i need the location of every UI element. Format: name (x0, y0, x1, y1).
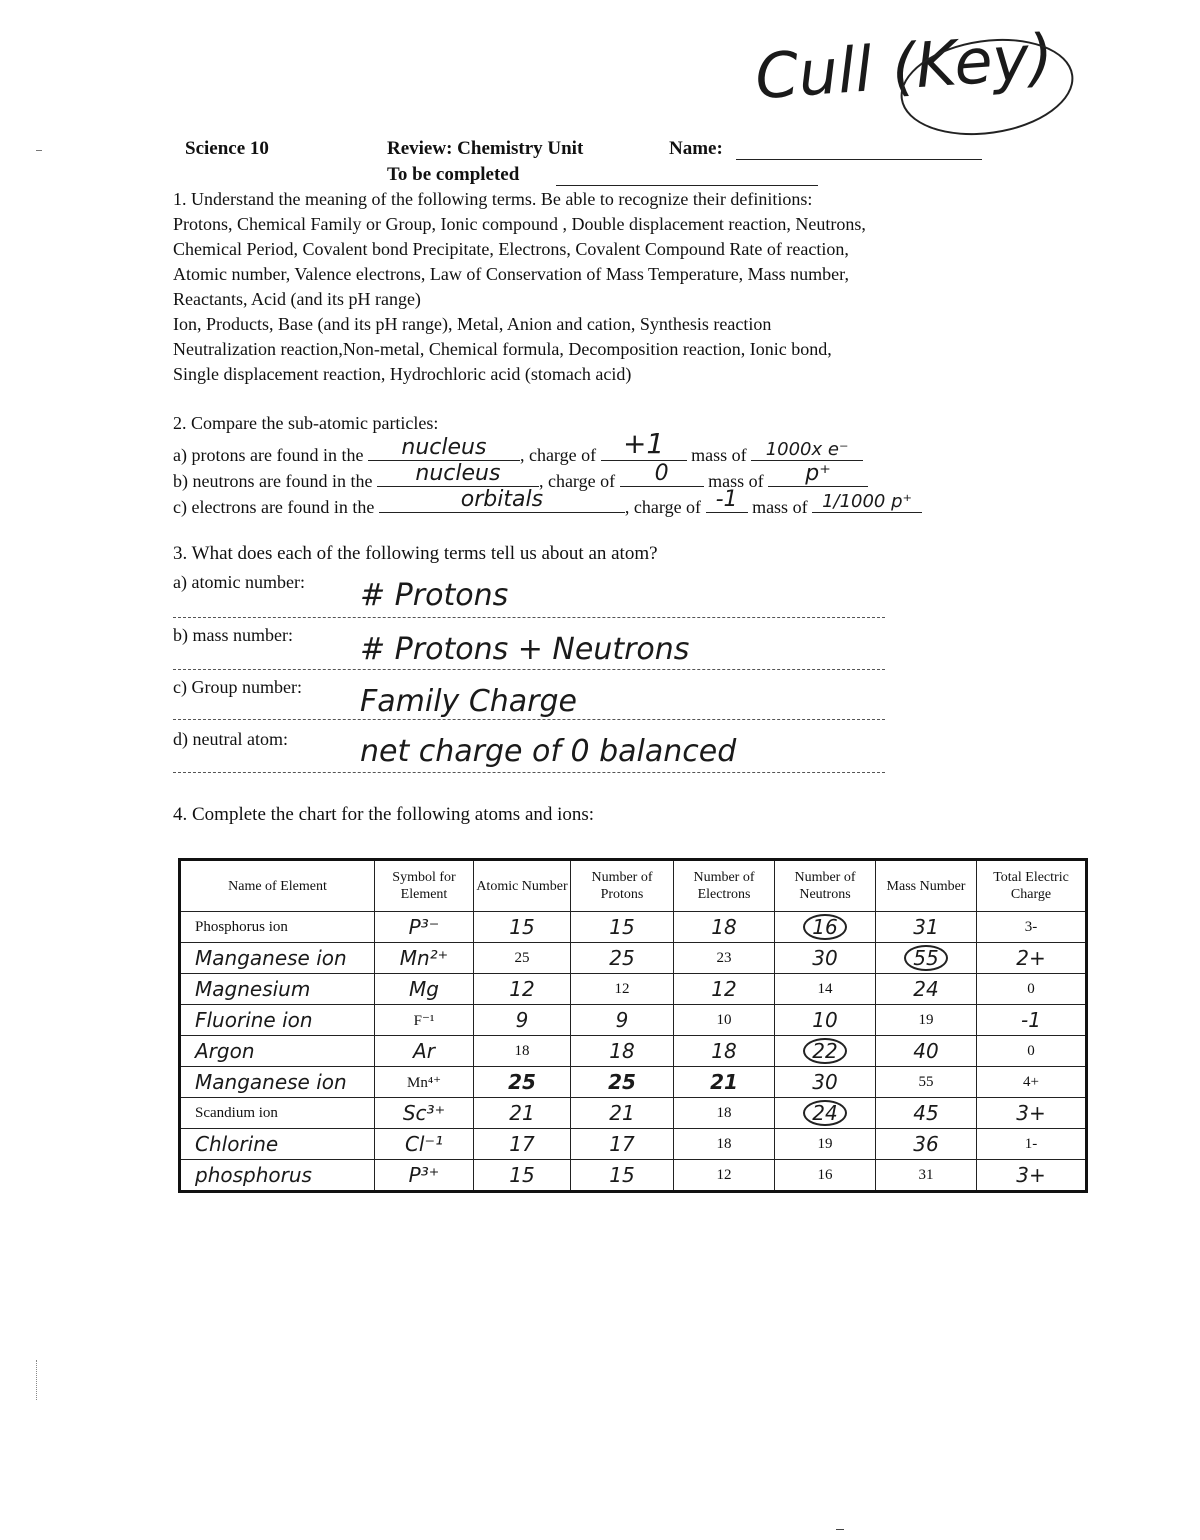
table-row (180, 1036, 1087, 1067)
scan-mark (36, 150, 42, 151)
q3-answer-line[interactable] (173, 669, 885, 670)
table-row (180, 1005, 1087, 1036)
q1-term-line: Protons, Chemical Family or Group, Ionic compound , Double displacement reaction, Neutrons, (173, 214, 866, 234)
cell-mass-number[interactable]: 24 (876, 974, 977, 1005)
cell-electrons[interactable]: 18 (674, 1098, 775, 1129)
cell-charge[interactable]: 2+ (977, 943, 1087, 974)
q2-mass-answer: p⁺ (805, 461, 831, 486)
cell-mass-number[interactable]: 31 (876, 912, 977, 943)
cell-name[interactable]: Magnesium (180, 974, 375, 1005)
cell-neutrons[interactable]: 16 (775, 912, 876, 943)
cell-symbol[interactable]: F⁻¹ (375, 1005, 474, 1036)
q3-label-atomic-number: a) atomic number: (173, 572, 305, 592)
table-row (180, 974, 1087, 1005)
cell-name[interactable]: Manganese ion (180, 943, 375, 974)
cell-mass-number[interactable]: 31 (876, 1160, 977, 1192)
table-row (180, 912, 1087, 943)
cell-charge[interactable]: 4+ (977, 1067, 1087, 1098)
q3-answer-neutral-atom: net charge of 0 balanced (360, 734, 737, 769)
cell-name[interactable]: Chlorine (180, 1129, 375, 1160)
q1-term-line: Reactants, Acid (and its pH range) (173, 289, 421, 309)
course-label: Science 10 (185, 138, 269, 159)
cell-name[interactable]: phosphorus (180, 1160, 375, 1192)
q2-mass-field[interactable] (812, 492, 922, 513)
cell-electrons[interactable]: 10 (674, 1005, 775, 1036)
cell-mass-number[interactable]: 40 (876, 1036, 977, 1067)
scan-mark (36, 1360, 39, 1400)
cell-symbol[interactable]: Ar (375, 1036, 474, 1067)
q1-term-line: Ion, Products, Base (and its pH range), Metal, Anion and cation, Synthesis reaction (173, 314, 772, 334)
cell-mass-number[interactable]: 45 (876, 1098, 977, 1129)
cell-symbol[interactable]: Mn²⁺ (375, 943, 474, 974)
q3-answer-line[interactable] (173, 719, 885, 720)
q1-term-line: Neutralization reaction,Non-metal, Chemical formula, Decomposition reaction, Ionic bond, (173, 339, 832, 359)
q2-lead: a) protons are found in the (173, 445, 364, 465)
q3-answer-line[interactable] (173, 617, 885, 618)
cell-charge[interactable]: 3+ (977, 1098, 1087, 1129)
cell-protons[interactable]: 25 (571, 1067, 674, 1098)
atoms-ions-chart (178, 858, 1088, 1193)
q2-mass-answer: 1/1000 p⁺ (822, 491, 913, 512)
cell-charge[interactable]: 3- (977, 912, 1087, 943)
q3-answer-group-number: Family Charge (360, 684, 578, 719)
q2-row-electrons (173, 487, 922, 518)
q3-answer-line[interactable] (173, 772, 885, 773)
q3-label-mass-number: b) mass number: (173, 625, 293, 645)
q2-lead: b) neutrons are found in the (173, 471, 373, 491)
q2-location-answer: orbitals (460, 487, 544, 512)
q2-location-answer: nucleus (401, 435, 487, 460)
q2-charge-answer: 0 (654, 461, 669, 486)
q2-charge-label: , charge of (624, 497, 702, 517)
cell-electrons[interactable]: 23 (674, 943, 775, 974)
col-header: Name of Element (180, 860, 375, 912)
cell-neutrons[interactable]: 24 (775, 1098, 876, 1129)
q3-label-neutral-atom: d) neutral atom: (173, 729, 288, 749)
worksheet-title: Review: Chemistry Unit (387, 138, 584, 159)
q2-mass-field[interactable] (751, 440, 863, 461)
scan-mark (836, 1529, 844, 1530)
cell-symbol[interactable]: P³⁺ (375, 1160, 474, 1192)
q2-mass-label: mass of (708, 471, 764, 491)
q2-mass-answer: 1000x e⁻ (765, 439, 849, 460)
cell-atomic-number[interactable]: 15 (474, 1160, 571, 1192)
col-header: Symbol for Element (375, 860, 474, 912)
cell-charge[interactable]: 3+ (977, 1160, 1087, 1192)
signature: Cull (Key) (752, 19, 1056, 114)
cell-name[interactable]: Fluorine ion (180, 1005, 375, 1036)
cell-symbol[interactable]: Cl⁻¹ (375, 1129, 474, 1160)
cell-name[interactable]: Manganese ion (180, 1067, 375, 1098)
q2-charge-field[interactable] (620, 461, 704, 487)
q2-location-field[interactable] (377, 461, 539, 487)
cell-electrons[interactable]: 12 (674, 974, 775, 1005)
cell-atomic-number[interactable]: 25 (474, 943, 571, 974)
q2-location-answer: nucleus (415, 461, 501, 486)
cell-neutrons[interactable]: 30 (775, 1067, 876, 1098)
q1-intro: 1. Understand the meaning of the following terms. Be able to recognize their definitions: (173, 189, 813, 209)
chart-header-row (180, 860, 1087, 912)
cell-charge[interactable]: -1 (977, 1005, 1087, 1036)
cell-symbol[interactable]: Mn⁴⁺ (375, 1067, 474, 1098)
q2-charge-answer: +1 (622, 427, 665, 460)
cell-protons[interactable]: 9 (571, 1005, 674, 1036)
q2-charge-label: , charge of (519, 445, 597, 465)
cell-protons[interactable]: 17 (571, 1129, 674, 1160)
q1-block (173, 187, 1053, 387)
cell-electrons[interactable]: 18 (674, 912, 775, 943)
q2-charge-label: , charge of (538, 471, 616, 491)
cell-symbol[interactable]: P³⁻ (375, 912, 474, 943)
q2-mass-label: mass of (691, 445, 747, 465)
cell-neutrons[interactable]: 16 (775, 1160, 876, 1192)
cell-charge[interactable]: 1- (977, 1129, 1087, 1160)
cell-atomic-number[interactable]: 12 (474, 974, 571, 1005)
table-row (180, 943, 1087, 974)
cell-name[interactable]: Argon (180, 1036, 375, 1067)
cell-name[interactable]: Phosphorus ion (180, 912, 375, 943)
cell-neutrons[interactable]: 19 (775, 1129, 876, 1160)
cell-neutrons[interactable]: 10 (775, 1005, 876, 1036)
cell-atomic-number[interactable]: 21 (474, 1098, 571, 1129)
cell-charge[interactable]: 0 (977, 1036, 1087, 1067)
q2-heading: 2. Compare the sub-atomic particles: (173, 413, 439, 433)
table-row (180, 1067, 1087, 1098)
cell-atomic-number[interactable]: 17 (474, 1129, 571, 1160)
col-header: Number of Protons (571, 860, 674, 912)
cell-atomic-number[interactable]: 18 (474, 1036, 571, 1067)
q2-lead: c) electrons are found in the (173, 497, 375, 517)
col-header: Number of Electrons (674, 860, 775, 912)
table-row (180, 1129, 1087, 1160)
cell-electrons[interactable]: 18 (674, 1129, 775, 1160)
q1-term-line: Atomic number, Valence electrons, Law of Conservation of Mass Temperature, Mass number, (173, 264, 849, 284)
q2-charge-field[interactable] (706, 487, 748, 513)
q2-mass-field[interactable] (768, 461, 868, 487)
cell-mass-number[interactable]: 55 (876, 943, 977, 974)
q2-charge-answer: -1 (715, 487, 738, 512)
cell-atomic-number[interactable]: 9 (474, 1005, 571, 1036)
cell-neutrons[interactable]: 30 (775, 943, 876, 974)
cell-name[interactable]: Scandium ion (180, 1098, 375, 1129)
col-header: Mass Number (876, 860, 977, 912)
q1-term-line: Single displacement reaction, Hydrochloric acid (stomach acid) (173, 364, 632, 384)
cell-atomic-number[interactable]: 25 (474, 1067, 571, 1098)
q3-answer-mass-number: # Protons + Neutrons (360, 632, 690, 667)
col-header: Number of Neutrons (775, 860, 876, 912)
q3-answer-atomic-number: # Protons (360, 578, 509, 613)
cell-symbol[interactable]: Mg (375, 974, 474, 1005)
q2-charge-field[interactable] (601, 427, 687, 461)
q2-location-field[interactable] (379, 487, 625, 513)
cell-protons[interactable]: 15 (571, 912, 674, 943)
cell-neutrons[interactable]: 22 (775, 1036, 876, 1067)
col-header: Total Electric Charge (977, 860, 1087, 912)
cell-protons[interactable]: 15 (571, 1160, 674, 1192)
cell-mass-number[interactable]: 36 (876, 1129, 977, 1160)
table-row (180, 1098, 1087, 1129)
cell-atomic-number[interactable]: 15 (474, 912, 571, 943)
cell-charge[interactable]: 0 (977, 974, 1087, 1005)
q4-heading: 4. Complete the chart for the following atoms and ions: (173, 804, 595, 825)
cell-electrons[interactable]: 18 (674, 1036, 775, 1067)
cell-symbol[interactable]: Sc³⁺ (375, 1098, 474, 1129)
col-header: Atomic Number (474, 860, 571, 912)
cell-protons[interactable]: 25 (571, 943, 674, 974)
cell-protons[interactable]: 12 (571, 974, 674, 1005)
q3-label-group-number: c) Group number: (173, 677, 302, 697)
q1-term-line: Chemical Period, Covalent bond Precipitate, Electrons, Covalent Compound Rate of reaction, (173, 239, 849, 259)
due-label: To be completed (387, 164, 520, 185)
name-label: Name: (669, 138, 723, 159)
name-field-line[interactable] (736, 159, 982, 160)
cell-electrons[interactable]: 21 (674, 1067, 775, 1098)
q3-heading: 3. What does each of the following terms tell us about an atom? (173, 543, 658, 564)
cell-protons[interactable]: 18 (571, 1036, 674, 1067)
table-row (180, 1160, 1087, 1192)
cell-electrons[interactable]: 12 (674, 1160, 775, 1192)
due-field-line[interactable] (556, 185, 818, 186)
q2-location-field[interactable] (368, 435, 520, 461)
cell-mass-number[interactable]: 55 (876, 1067, 977, 1098)
cell-mass-number[interactable]: 19 (876, 1005, 977, 1036)
cell-neutrons[interactable]: 14 (775, 974, 876, 1005)
cell-protons[interactable]: 21 (571, 1098, 674, 1129)
q2-mass-label: mass of (752, 497, 808, 517)
